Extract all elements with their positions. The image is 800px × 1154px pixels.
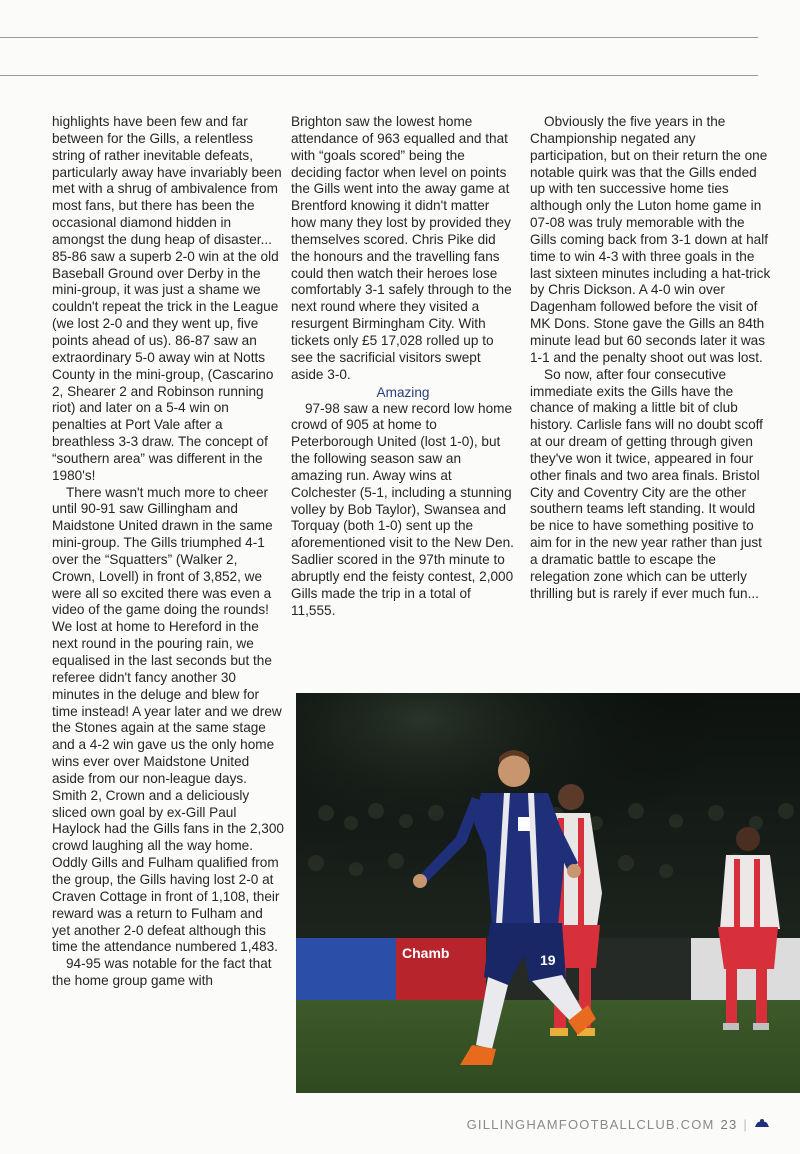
subheading-amazing: Amazing — [376, 384, 430, 400]
column-1-paragraph-2: There wasn't much more to cheer until 90-91 saw Gillingham and Maidstone United drawn in the same mini-group. The Gills triumphed 4-1 over the “Squatters” (Walker 2, Crown, Lovell) in front of 3,852, we were all so excited there was even a video of the game doing the rounds! We lost at home to Hereford in the next round in the pouring rain, we equalised in the last seconds but the referee didn't fancy another 30 minutes in the deluge and blew for time instead! A year later and we drew the Stones again at the same stage and a 4-2 win gave us the only home wins ever over Maidstone United aside from our non-league days. Smith 2, Crown and a deliciously sliced own goal by ex-Gill Paul Haylock had the Gills fans in the 2,300 crowd laughing all the way home. Oddly Gills and Fulham qualified from the group, the Gills having lost 2-0 at Craven Cottage in front of 1,108, their reward was a return to Fulham and yet another 2-0 defeat although this time the attendance numbered 1,483. — [52, 484, 284, 955]
footer-site-url: GILLINGHAMFOOTBALLCLUB.COM — [466, 1117, 715, 1132]
club-crest-icon — [754, 1117, 770, 1132]
column-1-paragraph-3: 94-95 was notable for the fact that the home group game with — [52, 956, 272, 989]
article-column-1 — [52, 114, 284, 990]
article-column-3 — [530, 114, 772, 602]
advert-board-blue — [296, 938, 396, 1000]
column-2-paragraph-2: 97-98 saw a new record low home crowd of 905 at home to Peterborough United (lost 1-0), but the following season saw an amazing run. Away wins at Colchester (5-1, including a stunning volley by Bob Taylor), Swansea and Torquay (both 1-0) sent up the aforementioned visit to the New Den. Sadlier scored in the 97th minute to abruptly end the feisty contest, 2,000 Gills made the trip in a total of 11,555. — [291, 400, 514, 618]
footer-separator: | — [743, 1117, 748, 1132]
article-column-2 — [291, 114, 515, 619]
shorts-number: 19 — [540, 952, 556, 968]
page-footer — [467, 1117, 770, 1132]
column-1-paragraph-1: highlights have been few and far between for the Gills, a relentless string of rather inevitable defeats, particularly away have invariably been met with a shrug of ambivalence from most fans, but there has been the occasional diamond hidden in amongst the dung heap of disaster... 85-86 saw a superb 2-0 win at the old Baseball Ground over Derby in the mini-group, it was just a shame we couldn't repeat the trick in the League (we lost 2-0 and they went up, five points ahead of us). 86-87 saw an extraordinary 5-0 away win at Notts County in the mini-group, (Cascarino 2, Shearer 2 and Robinson running riot) and later on a 5-4 win on penalties at Port Vale after a breathless 3-3 draw. The concept of “southern area” was different in the 1980's! — [52, 114, 282, 483]
match-photo — [296, 693, 800, 1093]
pitch — [296, 1000, 800, 1093]
column-3-paragraph-1: Obviously the five years in the Championship negated any participation, but on their return the one notable quirk was that the Gills ended up with ten successive home ties although only the Luton home game in 07-08 was truly memorable with the Gills coming back from 3-1 down at half time to win 4-3 with three goals in the last sixteen minutes including a hat-trick by Chris Dickson. A 4-0 win over Dagenham followed before the visit of MK Dons. Stone gave the Gills an 84th minute lead but 60 seconds later it was 1-1 and the penalty shoot out was lost. — [530, 114, 771, 365]
page-number: 23 — [720, 1117, 738, 1132]
header-rule-bottom — [0, 75, 758, 76]
header-rule-top — [0, 37, 758, 38]
celebration-photo-illustration — [296, 693, 800, 1093]
column-2-paragraph-1: Brighton saw the lowest home attendance of 963 equalled and that with “goals scored” being the deciding factor when level on points the Gills went into the away game at Brentford knowing it didn't matter how many they lost by provided they themselves scored. Chris Pike did the honours and the travelling fans could then watch their heroes lose comfortably 3-1 safely through to the next round where they visited a resurgent Birmingham City. With tickets only £5 17,028 rolled up to see the sacrificial visitors swept aside 3-0. — [291, 114, 512, 382]
column-3-paragraph-2: So now, after four consecutive immediate exits the Gills have the chance of making a little bit of club history. Carlisle fans will no doubt scoff at our dream of getting through given they've won it twice, appeared in four other finals and two area finals. Bristol City and Coventry City are the other southern teams left standing. It would be nice to have something positive to aim for in the new year rather than just a dramatic battle to escape the relegation zone which can be utterly thrilling but is rarely if ever much fun... — [530, 366, 763, 601]
advert-board-text: Chamb — [402, 945, 450, 961]
